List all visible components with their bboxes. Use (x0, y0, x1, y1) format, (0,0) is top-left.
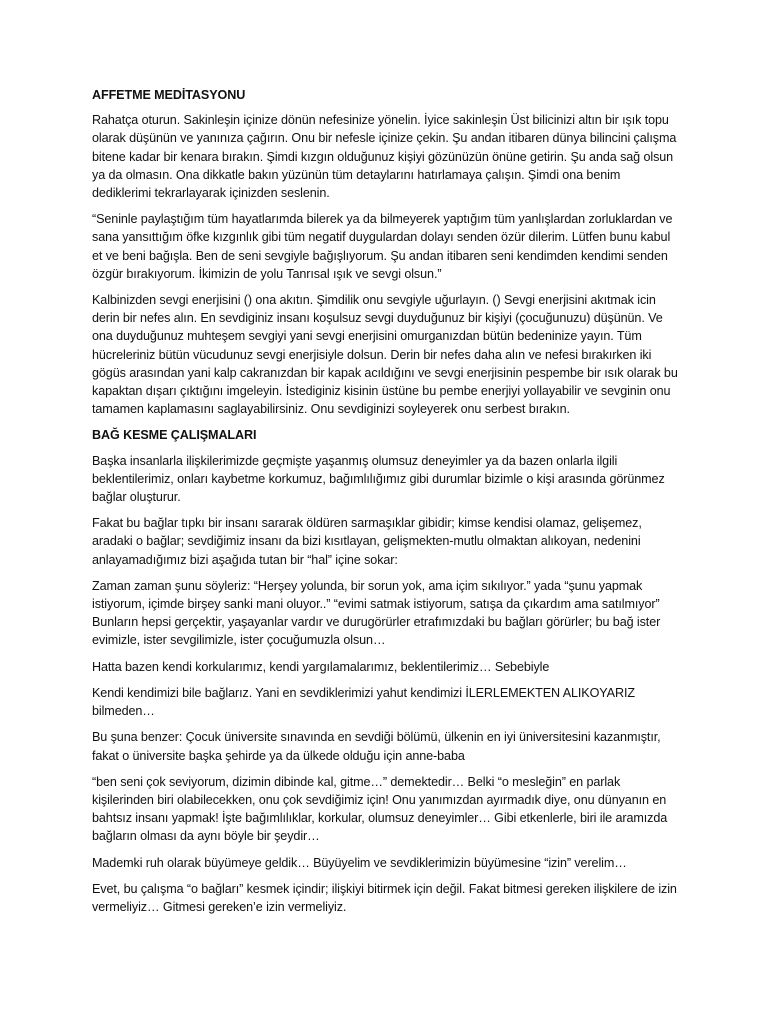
paragraph-9: Bu şuna benzer: Çocuk üniversite sınavında en sevdiği bölümü, ülkenin en iyi üniversitesini kazanmıştır, fakat o üniversite başka şehirde ya da ülkede olduğu için anne-baba (92, 730, 661, 763)
paragraph-6: Zaman zaman şunu söyleriz: “Herşey yolunda, bir sorun yok, ama içim sıkılıyor.” yada “şunu yapmak istiyorum, içimde birşey sanki mani oluyor..” “evimi satmak istiyorum, satışa da çıkardım ama satılmıyor” Bunların hepsi gerçektir, yaşayanlar vardır ve durugörürler etrafımızdaki bu bağları görürler; bu bağ ister evimizle, ister sevgilimizle, ister çocuğumuzla olsun… (92, 578, 661, 648)
document-page (92, 86, 682, 924)
paragraph-3: Kalbinizden sevgi enerjisini () ona akıtın. Şimdilik onu sevgiyle uğurlayın. () Sevgi enerjisini akıtmak icin derin bir nefes alın. En sevdiginiz insanı koşulsuz sevgi duyduğunuz bir kişiyi (çocuğunuzu) düşünün. Ve ona duyduğunuz muhteşem sevgiyi yani sevgi enerjisini omurganızdan bütün bedeninize yayın. Tüm hücreleriniz bütün vücudunuz sevgi enerjisiyle dolsun. Derin bir nefes daha alın ve nefesi bırakırken iki gögüs arasından yani kalp cakranızdan bir kapak acıldığını ve sevgi enerjisinin pespembe bir ısık olarak bu kapaktan dışarı çıktığını imgeleyin. İstediginiz kisinin üstüne bu pembe enerjiyi yollayabilir ve sevginin onu tamamen kaplamasını saglayabilirsiniz. Onu sevdiginizi soyleyerek onu serbest bırakın. (92, 293, 678, 417)
paragraph-12: Evet, bu çalışma “o bağları” kesmek içindir; ilişkiyi bitirmek için değil. Fakat bitmesi gereken ilişkilere de izin vermeliyiz… Gitmesi gereken’e izin vermeliyiz. (92, 881, 677, 914)
paragraph-1: Rahatça oturun. Sakinleşin içinize dönün nefesinize yönelin. İyice sakinleşin Üst bilicinizi altın bir ışık topu olarak düşünün ve yanınıza çağırın. Onu bir nefesle içinize çekin. Şu andan itibaren dünya bilincini çalışma bitene kadar bir kenara bırakın. Şimdi kızgın olduğunuz kişiyi gözünüzün önüne getirin. Şu anda sağ olsun ya da olmasın. Ona dikkatle bakın yüzünün tüm detaylarını hatırlamaya çalışın. Şimdi ona benim dediklerimi tekrarlayarak içinizden seslenin. (92, 113, 677, 201)
paragraph-10: “ben seni çok seviyorum, dizimin dibinde kal, gitme…” demektedir… Belki “o mesleğin” en parlak kişilerinden biri olabilecekken, onu çok sevdiğimiz için! Onu yanımızdan ayırmadık diye, onu dünyanın en bahtsız insanı yapmak! İşte bağımlılıklar, korkular, olumsuz deneyimler… Gibi etkenlerle, biri ile aramızda bağların olması da aynı böyle bir şeydir… (92, 774, 668, 844)
paragraph-7: Hatta bazen kendi korkularımız, kendi yargılamalarımız, beklentilerimiz… Sebebiyle (92, 659, 550, 674)
paragraph-2: “Seninle paylaştığım tüm hayatlarımda bilerek ya da bilmeyerek yaptığım tüm yanlışlardan zorluklardan ve sana yansıttığım öfke kızgınlık gibi tüm negatif duygulardan dolayı senden özür dilerim. Lütfen bunu kabul et ve beni bağışla. Ben de seni sevgiyle bağışlıyorum. Şu andan itibaren seni kendimden kendimi senden özgür bırakıyorum. İkimizin de yolu Tanrısal ışık ve sevgi olsun.” (92, 212, 673, 281)
heading-affetme-meditasyonu: AFFETME MEDİTASYONU (92, 88, 246, 102)
paragraph-11: Mademki ruh olarak büyümeye geldik… Büyüyelim ve sevdiklerimizin büyümesine “izin” verelim… (92, 855, 627, 870)
paragraph-4: Başka insanlarla ilişkilerimizde geçmişte yaşanmış olumsuz deneyimler ya da bazen onlarla ilgili beklentilerimiz, onları kaybetme korkumuz, bağımlılığımız gibi durumlar bizimle o kişi arasında görünmez bağlar oluşturur. (92, 453, 665, 505)
heading-bag-kesme: BAĞ KESME ÇALIŞMALARI (92, 428, 257, 443)
paragraph-5: Fakat bu bağlar tıpkı bir insanı sararak öldüren sarmaşıklar gibidir; kimse kendisi olamaz, gelişemez, aradaki o bağlar; sevdiğimiz insanı da bizi kısıtlayan, gelişmekten-mutlu olmaktan alıkoyan, nedenini anlayamadığımız bizi aşağıda tutan bir “hal” içine sokar: (92, 516, 642, 567)
paragraph-8: Kendi kendimizi bile bağlarız. Yani en sevdiklerimizi yahut kendimizi İLERLEMEKTEN ALIKOYARIZ bilmeden… (92, 685, 635, 719)
